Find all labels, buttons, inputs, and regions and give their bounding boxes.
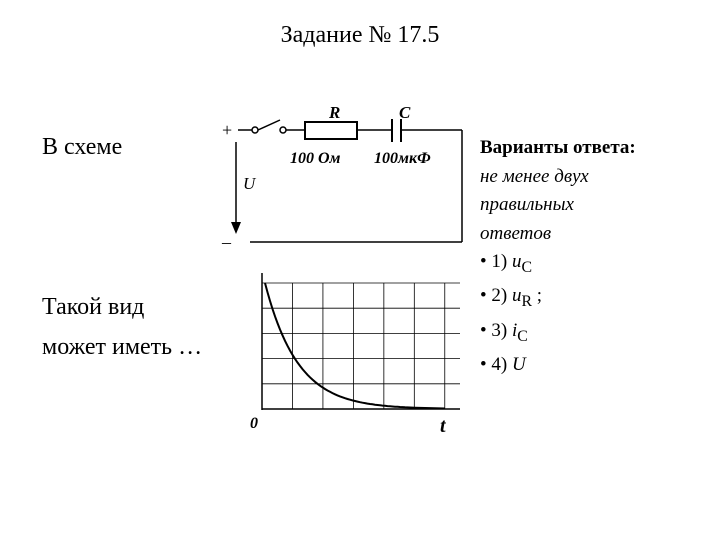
answer-option-2[interactable]: • 2) $u_R$ ; — [480, 285, 543, 311]
capacitor-label: C — [399, 103, 411, 122]
switch-contact-left — [252, 127, 258, 133]
task-title: Задание № 17.5 — [280, 22, 440, 48]
answer-option-4[interactable]: • 4) U — [480, 353, 526, 375]
voltage-arrow-head — [231, 222, 241, 234]
resistor-label: R — [329, 103, 341, 122]
resistor — [305, 122, 357, 139]
answers-header: Варианты ответа: — [480, 137, 636, 158]
voltage-label: U — [243, 174, 256, 193]
graph-grid — [262, 283, 460, 409]
switch-contact-right — [280, 127, 286, 133]
graph — [262, 273, 460, 410]
capacitor-value: 100мкФ — [374, 150, 431, 167]
question-line-2: может иметь … — [42, 334, 203, 360]
answer-option-1[interactable]: • 1) $u_C$ — [480, 251, 533, 276]
minus-terminal: – — [222, 232, 231, 252]
answers-note-2: правильных — [480, 194, 574, 215]
answers-note-3: ответов — [480, 222, 552, 244]
t-axis-label: t — [440, 415, 446, 437]
answers-note-1: не менее двух — [480, 165, 589, 187]
switch-blade — [258, 120, 280, 130]
answer-options — [480, 134, 636, 385]
origin-label: 0 — [250, 415, 258, 432]
plus-terminal: + — [222, 120, 233, 140]
question-line-1: Такой вид — [42, 294, 145, 320]
resistor-value: 100 Ом — [290, 150, 341, 167]
decay-curve — [265, 283, 445, 409]
intro-text: В схеме — [42, 134, 123, 160]
answer-option-3[interactable]: • 3) $i_C$ — [480, 319, 528, 345]
circuit-diagram — [231, 119, 462, 242]
